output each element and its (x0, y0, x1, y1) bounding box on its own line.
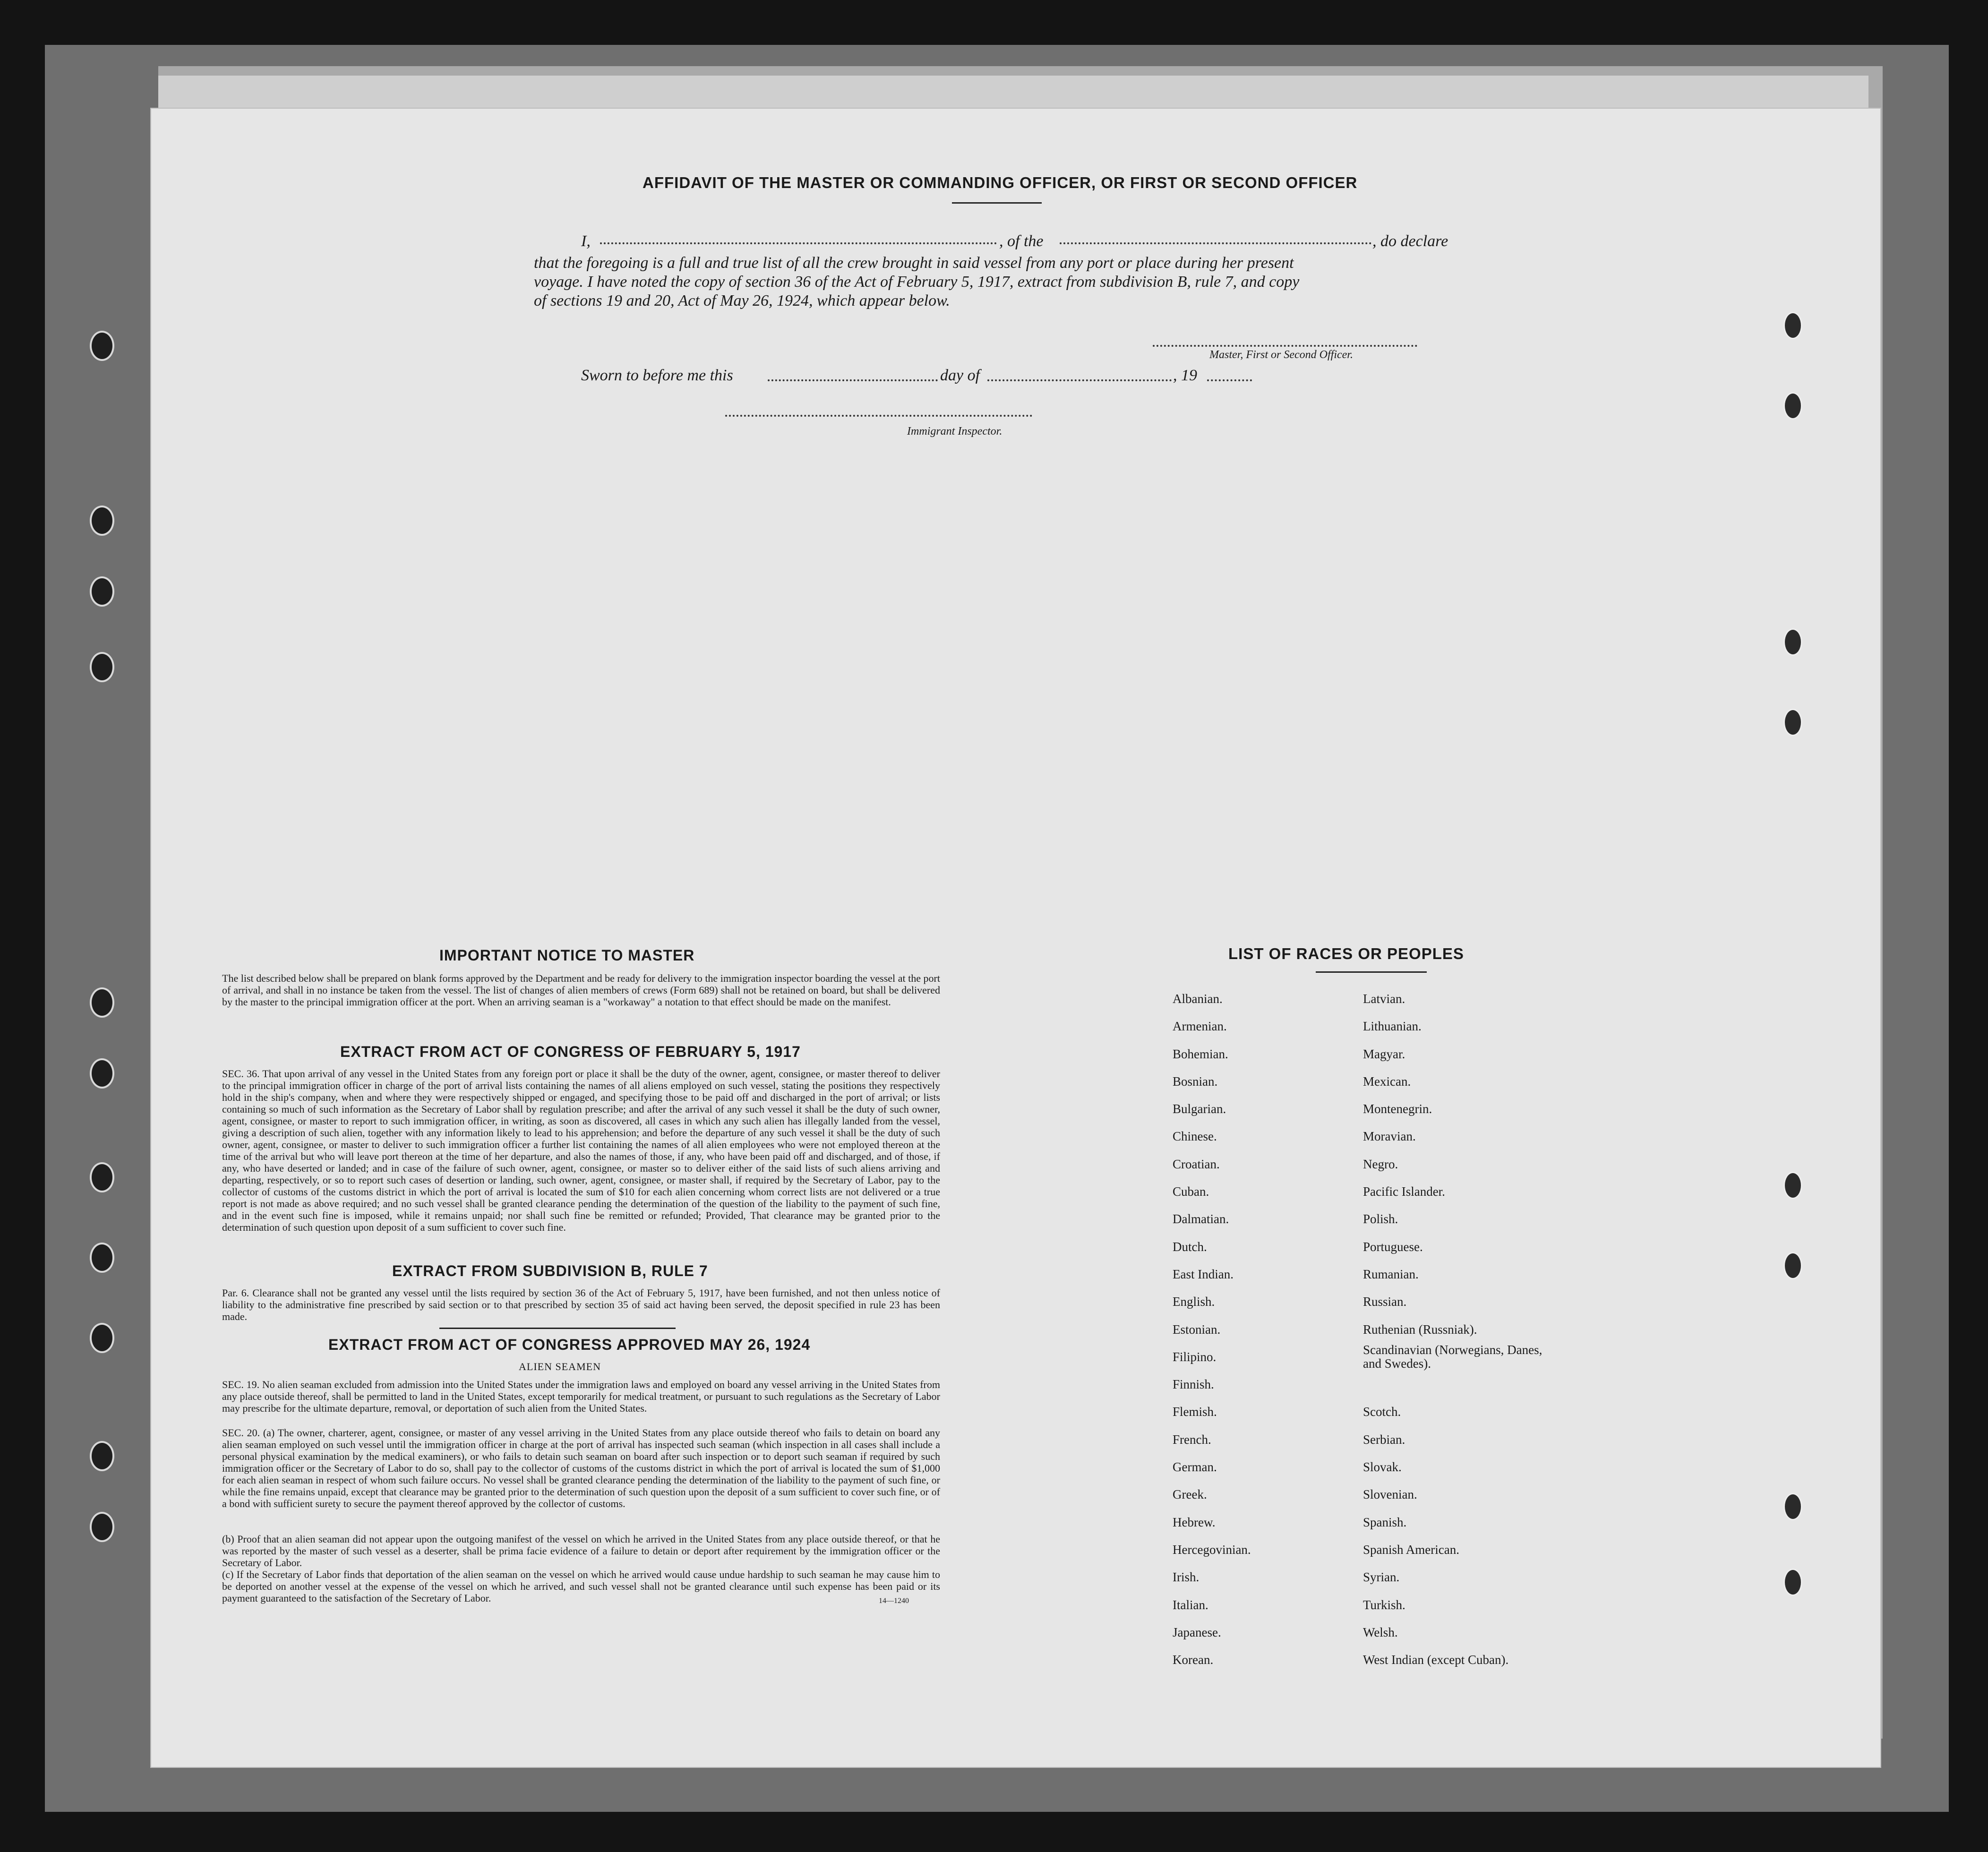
race-item: Cuban. (1173, 1184, 1209, 1199)
binder-hole (90, 1323, 114, 1353)
race-item: Bulgarian. (1173, 1102, 1226, 1116)
race-item: Syrian. (1363, 1570, 1400, 1585)
form-page (151, 109, 1880, 1767)
binder-hole (1783, 628, 1802, 656)
signature-caption: Master, First or Second Officer. (1209, 349, 1353, 361)
sworn-prefix: Sworn to before me this (581, 367, 733, 384)
races-left-column (1173, 985, 1251, 1673)
extract-1924-sec19: SEC. 19. No alien seaman excluded from admission into the United States under the immigration laws and employed on board any vessel arriving in the United States from any place outside thereof, shall be permitted to land in the United States, except temporarily for medical treatment, or pursuant to such regulations as the Secretary of Labor may prescribe for the ultimate departure, removal, or deportation of such alien from the United States. (222, 1379, 940, 1414)
race-item: Latvian. (1363, 992, 1405, 1006)
binder-hole (90, 576, 114, 607)
extract-1924-subtitle: ALIEN SEAMEN (519, 1361, 601, 1372)
binder-hole (90, 506, 114, 536)
divider (1316, 971, 1427, 973)
race-item: Negro. (1363, 1157, 1398, 1171)
race-item: Slovak. (1363, 1460, 1402, 1475)
inspector-blank (725, 415, 1032, 417)
race-item: Mexican. (1363, 1074, 1411, 1089)
race-item: Russian. (1363, 1295, 1407, 1309)
inspector-caption: Immigrant Inspector. (907, 425, 1003, 437)
show-through-text (576, 288, 1970, 1517)
binder-hole (1783, 1493, 1802, 1520)
binder-hole (90, 1243, 114, 1273)
binder-hole (90, 1162, 114, 1192)
binder-hole (1783, 392, 1802, 420)
affidavit-line3: voyage. I have noted the copy of section 36 of the Act of February 5, 1917, extract from subdivision B, rule 7, and copy (534, 273, 1300, 291)
race-item: Bosnian. (1173, 1074, 1218, 1089)
extract-rule7-title: EXTRACT FROM SUBDIVISION B, RULE 7 (392, 1262, 708, 1279)
race-item: Magyar. (1363, 1046, 1405, 1061)
race-item: Irish. (1173, 1570, 1200, 1585)
affidavit-of-the: , of the (999, 232, 1044, 250)
affidavit-declare: , do declare (1372, 232, 1448, 250)
extract-1917-title: EXTRACT FROM ACT OF CONGRESS OF FEBRUARY 5, 1917 (340, 1043, 801, 1060)
race-item: German. (1173, 1460, 1217, 1475)
binder-hole (1783, 1172, 1802, 1199)
race-item: Dalmatian. (1173, 1212, 1229, 1226)
race-item: Japanese. (1173, 1625, 1221, 1639)
race-item: Greek. (1173, 1487, 1207, 1502)
race-item: Polish. (1363, 1212, 1398, 1226)
extract-1924-sec20a: SEC. 20. (a) The owner, charterer, agent, consignee, or master of any vessel arriving in the United States from any place outside thereof who fails to detain on board any alien seaman employed on such vessel until the immigration officer in charge at the port of arrival has inspected such seaman (which inspection in all cases shall include a personal physical examination by the medical examiners), or who fails to detain such seaman on board after such inspection or to deport such seaman if required by such immigration officer or the Secretary of Labor to do so, shall pay to the collector of customs of the customs district in which the port of arrival is located the sum of $1,000 for each alien seaman in respect of whom such failure occurs. No vessel shall be granted clearance pending the determination of the liability to the payment of such fine, or while the fine remains unpaid, except that clearance may be granted prior to the determination of such question upon the deposit of a sum sufficient to cover such fine, or of a bond with sufficient surety to secure the payment thereof approved by the collector of customs. (222, 1427, 940, 1509)
race-item: Croatian. (1173, 1157, 1220, 1171)
race-item: Pacific Islander. (1363, 1184, 1445, 1199)
race-item: Rumanian. (1363, 1267, 1419, 1281)
race-item: Dutch. (1173, 1239, 1207, 1254)
race-item: Montenegrin. (1363, 1102, 1432, 1116)
vessel-blank (1060, 242, 1371, 244)
divider (439, 1328, 676, 1329)
notice-title: IMPORTANT NOTICE TO MASTER (439, 947, 695, 964)
race-item: Filipino. (1173, 1349, 1217, 1364)
extract-1924-title: EXTRACT FROM ACT OF CONGRESS APPROVED MAY 26, 1924 (328, 1336, 811, 1353)
race-item: English. (1173, 1295, 1215, 1309)
race-item: Lithuanian. (1363, 1019, 1422, 1034)
month-blank (987, 379, 1172, 381)
race-item: Portuguese. (1363, 1239, 1423, 1254)
race-item: Estonian. (1173, 1322, 1221, 1337)
year-blank (1207, 379, 1252, 381)
race-item: Bohemian. (1173, 1046, 1228, 1061)
affidavit-i: I, (581, 232, 591, 250)
extract-rule7-body: Par. 6. Clearance shall not be granted any vessel until the lists required by section 36 of the Act of February 5, 1917, have been furnished, and not then unless notice of liability to the administrative fine prescribed by said section or to that prescribed by section 35 of said act having been served, the deposit specified in rule 23 has been made. (222, 1287, 940, 1322)
race-item: Flemish. (1173, 1405, 1217, 1419)
races-title: LIST OF RACES OR PEOPLES (1228, 945, 1464, 962)
extract-1917-body: SEC. 36. That upon arrival of any vessel in the United States from any foreign port or place it shall be the duty of the owner, agent, consignee, or master thereof to deliver to the principal immigration officer in charge of the port of arrival lists containing the names of all aliens employed on such vessel, stating the positions they respectively hold in the ship's company, when and where they were respectively shipped or engaged, and specifying those to be paid off and discharged in the port of arrival; or lists containing so much of such information as the Secretary of Labor shall by regulation prescribe; and after the arrival of any such vessel it shall be the duty of such owner, agent, consignee, or master to report to such immigration officer, in writing, as soon as discovered, all cases in which any such alien has illegally landed from the vessel, giving a description of such alien, together with any information likely to lead to his apprehension; and before the departure of any such vessel it shall be the duty of such owner, agent, consignee, or master to deliver to such immigration officer a further list containing the names of all alien employees who were not employed thereon at the time of the arrival but who will leave port thereon at the time of her departure, and also the names of those, if any, who have been paid off and discharged, and of those, if any, who have deserted or landed; and in case of the failure of such owner, agent, consignee, or master so to deliver either of the said lists of such aliens arriving and departing, respectively, or so to report such cases of desertion or landing, such owner, agent, consignee, or master shall, if required by the Secretary of Labor, pay to the collector of customs of the customs district in which the port of arrival is located the sum of $10 for each alien concerning whom correct lists are not delivered or a true report is not made as above required; and no such vessel shall be granted clearance pending the determination of the question of the liability to the payment of such fine, and in the event such fine is imposed, while it remains unpaid; nor shall such fine be remitted or refunded; Provided, That clearance may be granted prior to the determination of such question upon deposit of a sum sufficient to cover such fine. (222, 1068, 940, 1233)
race-item: Scandinavian (Norwegians, Danes, and Swedes). (1363, 1342, 1542, 1371)
signature-blank (1153, 345, 1417, 347)
binder-hole (1783, 709, 1802, 736)
binder-hole (1783, 312, 1802, 339)
day-blank (768, 379, 938, 381)
race-item: East Indian. (1173, 1267, 1234, 1281)
binder-hole (90, 1512, 114, 1542)
race-item: Turkish. (1363, 1597, 1405, 1612)
race-item: Hercegovinian. (1173, 1542, 1251, 1557)
race-item: Finnish. (1173, 1377, 1214, 1392)
race-item: Scotch. (1363, 1405, 1401, 1419)
race-item: Albanian. (1173, 992, 1223, 1006)
binder-hole (1783, 1569, 1802, 1596)
race-item: French. (1173, 1432, 1211, 1447)
race-item: Spanish. (1363, 1515, 1407, 1529)
affidavit-line2: that the foregoing is a full and true list of all the crew brought in said vessel from any port or place during her present (534, 254, 1294, 272)
race-item: Armenian. (1173, 1019, 1227, 1034)
sworn-day-of: day of (940, 367, 980, 384)
race-item: Korean. (1173, 1653, 1214, 1667)
race-item: Ruthenian (Russniak). (1363, 1322, 1477, 1337)
race-item: Hebrew. (1173, 1515, 1216, 1529)
race-item: Italian. (1173, 1597, 1208, 1612)
extract-1924-sec20b: (b) Proof that an alien seaman did not appear upon the outgoing manifest of the vessel on which he arrived in the United States from any place outside thereof, or that he was reported by the master of such vessel as a deserter, shall be prima facie evidence of a failure to detain or deport after requirement by the immigration officer or the Secretary of Labor. (222, 1533, 940, 1569)
race-item: Welsh. (1363, 1625, 1398, 1639)
form-number: 14—1240 (879, 1597, 909, 1605)
divider (952, 202, 1042, 204)
race-item: Chinese. (1173, 1129, 1217, 1144)
race-item: Slovenian. (1363, 1487, 1417, 1502)
race-item: Spanish American. (1363, 1542, 1459, 1557)
binder-hole (90, 331, 114, 361)
extract-1924-sec20c: (c) If the Secretary of Labor finds that deportation of the alien seaman on the vessel on which he arrived would cause undue hardship to such seaman he may cause him to be deported on another vessel at the expense of the vessel on which he arrived, and such vessel shall not be granted clearance until such expense has been paid or its payment guaranteed to the satisfaction of the Secretary of Labor. (222, 1569, 940, 1604)
binder-hole (1783, 1252, 1802, 1279)
races-right-column (1363, 985, 1542, 1673)
notice-body: The list described below shall be prepared on blank forms approved by the Department and be ready for delivery to the immigration inspector boarding the vessel at the port of arrival, and shall in no instance be taken from the vessel. The list of changes of alien members of crews (Form 689) shall not be retained on board, but shall be delivered by the master to the principal immigration officer at the port. When an arriving seaman is a "workaway" a notation to that effect should be made on the manifest. (222, 972, 940, 1008)
sworn-year: , 19 (1173, 367, 1197, 384)
binder-hole (90, 652, 114, 682)
affidavit-line4: of sections 19 and 20, Act of May 26, 1924, which appear below. (534, 292, 950, 309)
binder-hole (90, 1441, 114, 1471)
binder-hole (90, 987, 114, 1018)
race-item: Moravian. (1363, 1129, 1416, 1144)
name-blank (600, 242, 997, 244)
binder-hole (90, 1058, 114, 1089)
race-item: West Indian (except Cuban). (1363, 1653, 1509, 1667)
race-item: Serbian. (1363, 1432, 1405, 1447)
affidavit-title: AFFIDAVIT OF THE MASTER OR COMMANDING OFFICER, OR FIRST OR SECOND OFFICER (643, 174, 1358, 191)
